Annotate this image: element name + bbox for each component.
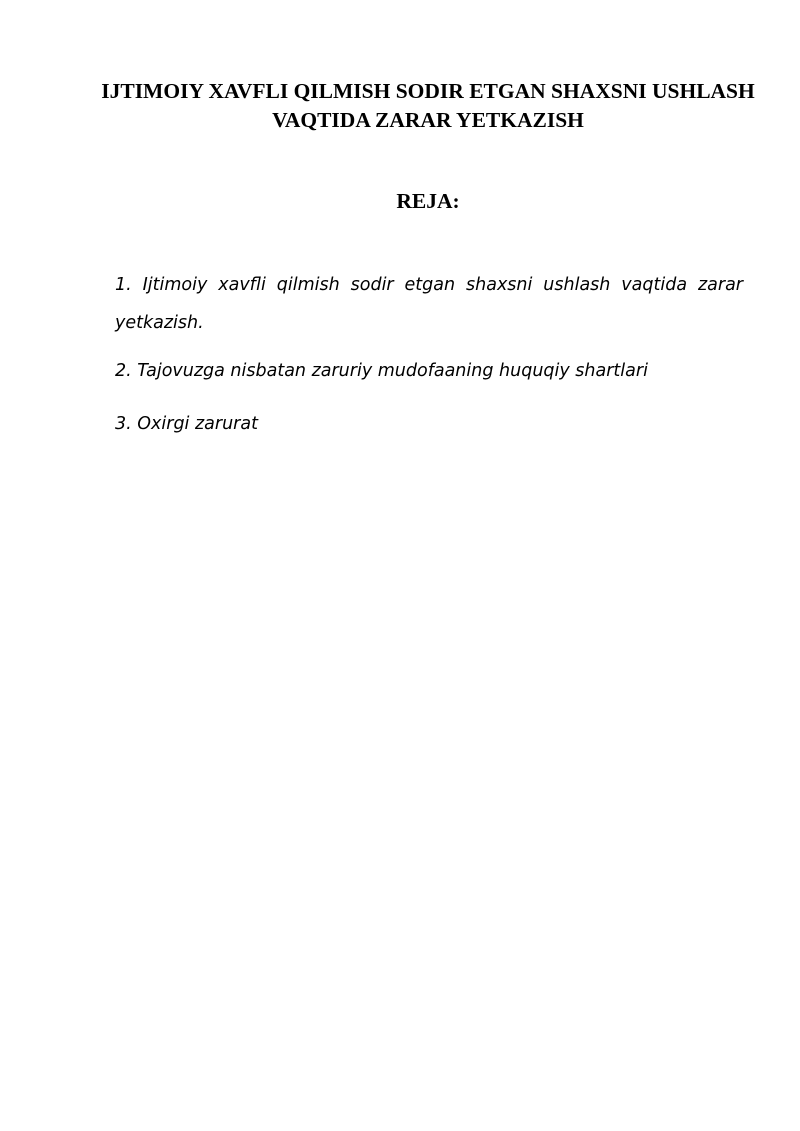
plan-item-2: 2. Tajovuzga nisbatan zaruriy mudofaaning huquqiy shartlari: [115, 361, 648, 381]
plan-item-1: 1. Ijtimoiy xavfli qilmish sodir etgan shaxsni ushlash vaqtida zarar yetkazish.: [115, 275, 743, 333]
plan-heading: REJA:: [396, 189, 460, 213]
plan-list: [115, 266, 743, 458]
document-title: IJTIMOIY XAVFLI QILMISH SODIR ETGAN SHAXSNI USHLASH VAQTIDA ZARAR YETKAZISH: [101, 79, 755, 132]
plan-item-3: 3. Oxirgi zarurat: [115, 414, 258, 434]
